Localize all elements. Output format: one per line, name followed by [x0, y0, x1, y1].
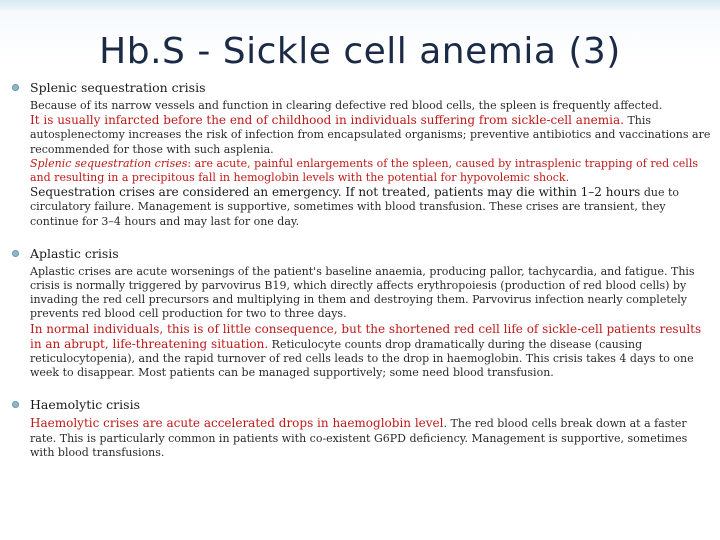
text: Aplastic crises are acute worsenings of the patient's baseline anaemia, producing pallor, tachycardia, and fatigue. This crisis is normally triggered by parvovirus B19, which directly affects erythropoiesis (production of red blood cells) by invading the red cell precursors and multiplying in them and destroying them. Parvovirus infection nearly completely prevents red blood cell production for two to three days.: [30, 264, 695, 321]
highlight-text: Haemolytic crises are acute accelerated drops in haemoglobin level: [30, 416, 444, 431]
highlight-text: It is usually infarcted before the end of childhood in individuals suffering from sickle-cell anemia.: [30, 113, 624, 128]
bullet-icon: [12, 401, 19, 408]
paragraph: [30, 185, 712, 229]
paragraph: [30, 157, 712, 185]
slide-title: Hb.S - Sickle cell anemia (3): [99, 31, 621, 72]
paragraph: [30, 322, 712, 381]
section-aplastic-crisis: [12, 246, 712, 381]
text: due to circulatory failure. Management is supportive, sometimes with blood transfusion. These crises are transient, they continue for 3–4 hours and may last for one day.: [30, 186, 680, 228]
section-heading: Aplastic crisis: [30, 245, 119, 261]
section-haemolytic-crisis: [12, 397, 712, 460]
paragraph: [30, 265, 712, 322]
section-splenic-sequestration: [12, 80, 712, 229]
highlight-text: In normal individuals, this is of little consequence, but the shortened red cell life of sickle-cell patients results in an abrupt, life-threatening situation.: [30, 321, 702, 351]
slide-top-band: [0, 0, 720, 10]
bullet-icon: [12, 250, 19, 257]
text: This autosplenectomy increases the risk of infection from encapsulated organisms; preventive antibiotics and vaccinations are recommended for those with such asplenia.: [30, 114, 711, 156]
section-heading: Haemolytic crisis: [30, 397, 140, 413]
highlight-italic-text: Splenic sequestration crises: [30, 156, 188, 170]
paragraph: [30, 416, 712, 460]
section-heading: Splenic sequestration crisis: [30, 80, 206, 95]
text: Because of its narrow vessels and function in clearing defective red blood cells, the spleen is frequently affected.: [30, 99, 663, 112]
paragraph: [30, 99, 712, 113]
spacer: [12, 380, 712, 397]
paragraph: [30, 113, 712, 157]
highlight-text: : are acute, painful enlargements of the spleen, caused by intrasplenic trapping of red cells and resulting in a precipitous fall in hemoglobin levels with the potential for hypovolemic shock.: [30, 156, 698, 185]
text: Reticulocyte counts drop dramatically during the disease (causing reticulocytopenia), and the rapid turnover of red cells leads to the drop in haemoglobin. This crisis takes 4 days to one week to disappear. Most patients can be managed supportively; some need blood transfusion.: [30, 337, 694, 380]
text: . The red blood cells break down at a faster rate. This is particularly common in patients with co-existent G6PD deficiency. Management is supportive, sometimes with blood transfusions.: [30, 417, 688, 459]
slide-content: [12, 80, 712, 460]
emphasis-text: Sequestration crises are considered an emergency. If not treated, patients may die within 1–2 hours: [30, 185, 641, 200]
bullet-icon: [12, 84, 19, 91]
spacer: [12, 229, 712, 246]
